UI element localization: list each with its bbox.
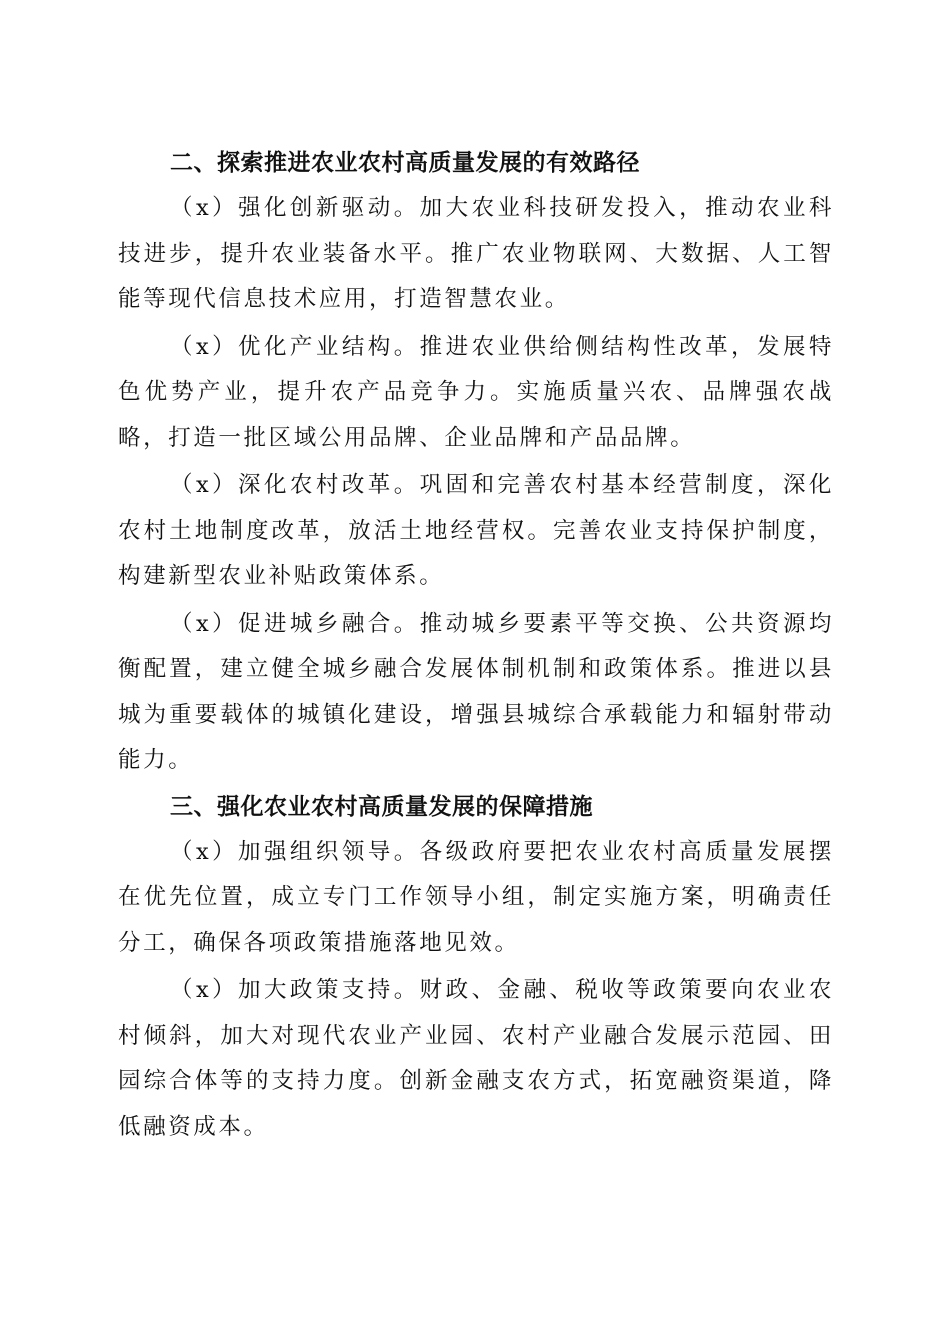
document-page [118, 140, 834, 1150]
section-heading-3: 三、强化农业农村高质量发展的保障措施 [170, 793, 593, 820]
paragraph-policy-support: （x）加大政策支持。财政、金融、税收等政策要向农业农村倾斜，加大对现代农业产业园、农村产业融合发展示范园、田园综合体等的支持力度。创新金融支农方式，拓宽融资渠道，降低融资成本。 [118, 977, 834, 1140]
paragraph-urban-rural-integration: （x）促进城乡融合。推动城乡要素平等交换、公共资源均衡配置，建立健全城乡融合发展体制机制和政策体系。推进以县城为重要载体的城镇化建设，增强县城综合承载能力和辐射带动能力。 [118, 610, 834, 773]
section-heading-2: 二、探索推进农业农村高质量发展的有效路径 [170, 150, 640, 176]
paragraph-industry-structure: （x）优化产业结构。推进农业供给侧结构性改革，发展特色优势产业，提升农产品竞争力。实施质量兴农、品牌强农战略，打造一批区域公用品牌、企业品牌和产品品牌。 [118, 333, 834, 451]
paragraph-innovation: （x）强化创新驱动。加大农业科技研发投入，推动农业科技进步，提升农业装备水平。推广农业物联网、大数据、人工智能等现代信息技术应用，打造智慧农业。 [118, 195, 834, 312]
paragraph-organization-leadership: （x）加强组织领导。各级政府要把农业农村高质量发展摆在优先位置，成立专门工作领导小组，制定实施方案，明确责任分工，确保各项政策措施落地见效。 [118, 838, 834, 956]
paragraph-rural-reform: （x）深化农村改革。巩固和完善农村基本经营制度，深化农村土地制度改革，放活土地经营权。完善农业支持保护制度，构建新型农业补贴政策体系。 [118, 472, 834, 589]
